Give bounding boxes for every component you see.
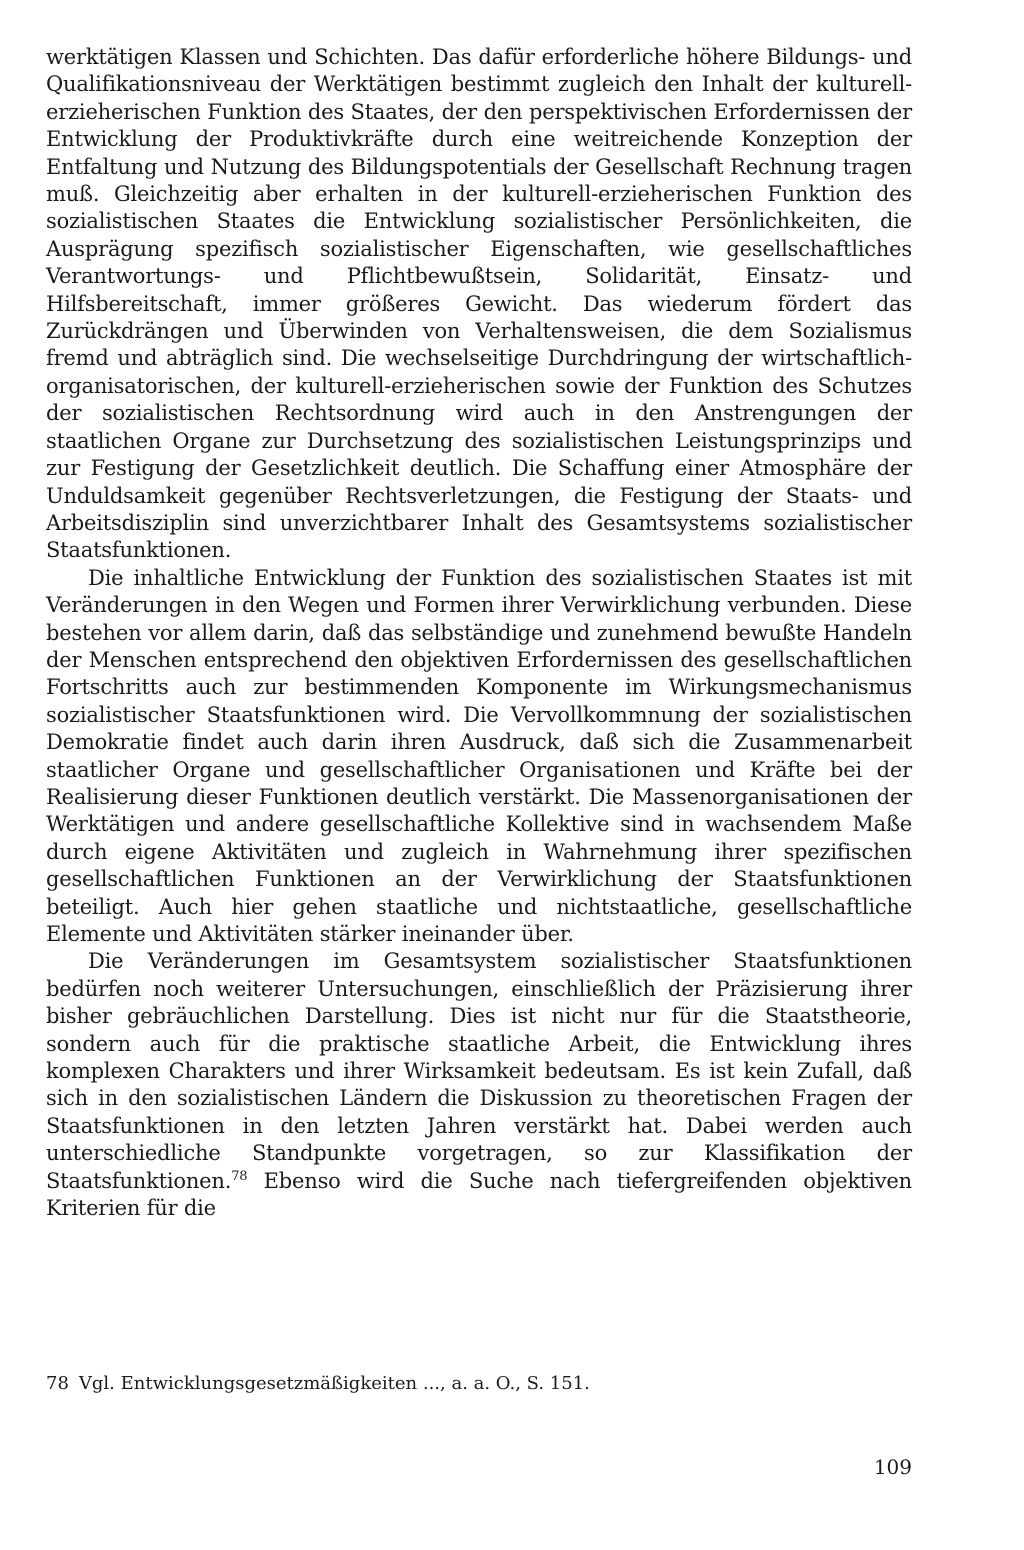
body-text — [46, 44, 912, 1222]
paragraph-3-text: Die Veränderungen im Gesamtsystem sozialistischer Staatsfunktionen bedürfen noch weiterer Untersuchungen, einschließlich der Präzisierung ihrer bisher gebräuchlichen Darstellung. Dies ist nicht nur für die Staatstheorie, sondern auch für die praktische staatliche Arbeit, die Entwicklung ihres komplexen Charakters und ihrer Wirksamkeit bedeutsam. Es ist kein Zufall, daß sich in den sozialistischen Ländern die Diskussion zu theoretischen Fragen der Staatsfunktionen in den letzten Jahren verstärkt hat. Dabei werden auch unterschiedliche Standpunkte vorgetragen, so zur Klassifikation der Staatsfunktionen. — [46, 949, 912, 1193]
paragraph-3-continuation: Ebenso wird die Suche nach tiefergreifenden objektiven Kriterien für die — [46, 1168, 912, 1221]
footnote-reference: 78 — [231, 1168, 248, 1184]
footnote-number: 78 — [46, 1373, 69, 1394]
paragraph-2: Die inhaltliche Entwicklung der Funktion des sozialistischen Staates ist mit Veränderungen in den Wegen und Formen ihrer Verwirklichung verbunden. Diese bestehen vor allem darin, daß das selbständige und zunehmend bewußte Handeln der Menschen entsprechend den objektiven Erfordernissen des gesellschaftlichen Fortschritts auch zur bestimmenden Komponente im Wirkungsmechanismus sozialistischer Staatsfunktionen wird. Die Vervollkommnung der sozialistischen Demokratie findet auch darin ihren Ausdruck, daß sich die Zusammenarbeit staatlicher Organe und gesellschaftlicher Organisationen und Kräfte bei der Realisierung dieser Funktionen deutlich verstärkt. Die Massenorganisationen der Werktätigen und andere gesellschaftliche Kollektive sind in wachsendem Maße durch eigene Aktivitäten und zugleich in Wahrnehmung ihrer spezifischen gesellschaftlichen Funktionen an der Verwirklichung der Staatsfunktionen beteiligt. Auch hier gehen staatliche und nichtstaatliche, gesellschaftliche Elemente und Aktivitäten stärker ineinander über. — [46, 565, 912, 946]
paragraph-1: werktätigen Klassen und Schichten. Das dafür erforderliche höhere Bildungs- und Qualifikationsniveau der Werktätigen bestimmt zugleich den Inhalt der kulturell-erzieherischen Funktion des Staates, der den perspektivischen Erfordernissen der Entwicklung der Produktivkräfte durch eine weitreichende Konzeption der Entfaltung und Nutzung des Bildungspotentials der Gesellschaft Rechnung tragen muß. Gleichzeitig aber erhalten in der kulturell-erzieherischen Funktion des sozialistischen Staates die Entwicklung sozialistischer Persönlichkeiten, die Ausprägung spezifisch sozialistischer Eigenschaften, wie gesellschaftliches Verantwortungs- und Pflichtbewußtsein, Solidarität, Einsatz- und Hilfsbereitschaft, immer größeres Gewicht. Das wiederum fördert das Zurückdrängen und Überwinden von Verhaltensweisen, die dem Sozialismus fremd und abträglich sind. Die wechselseitige Durchdringung der wirtschaftlich-organisatorischen, der kulturell-erzieherischen sowie der Funktion des Schutzes der sozialistischen Rechtsordnung wird auch in den Anstrengungen der staatlichen Organe zur Durchsetzung des sozialistischen Leistungsprinzips und zur Festigung der Gesetzlichkeit deutlich. Die Schaffung einer Atmosphäre der Unduldsamkeit gegenüber Rechtsverletzungen, die Festigung der Staats- und Arbeitsdisziplin sind unverzichtbarer Inhalt des Gesamtsystems sozialistischer Staatsfunktionen. — [46, 45, 912, 563]
page-number: 109 — [873, 1455, 912, 1479]
paragraph-3 — [46, 948, 912, 1222]
footnote-text: Vgl. Entwicklungsgesetzmäßigkeiten ..., a. a. O., S. 151. — [78, 1373, 590, 1394]
footnote — [46, 1372, 912, 1396]
